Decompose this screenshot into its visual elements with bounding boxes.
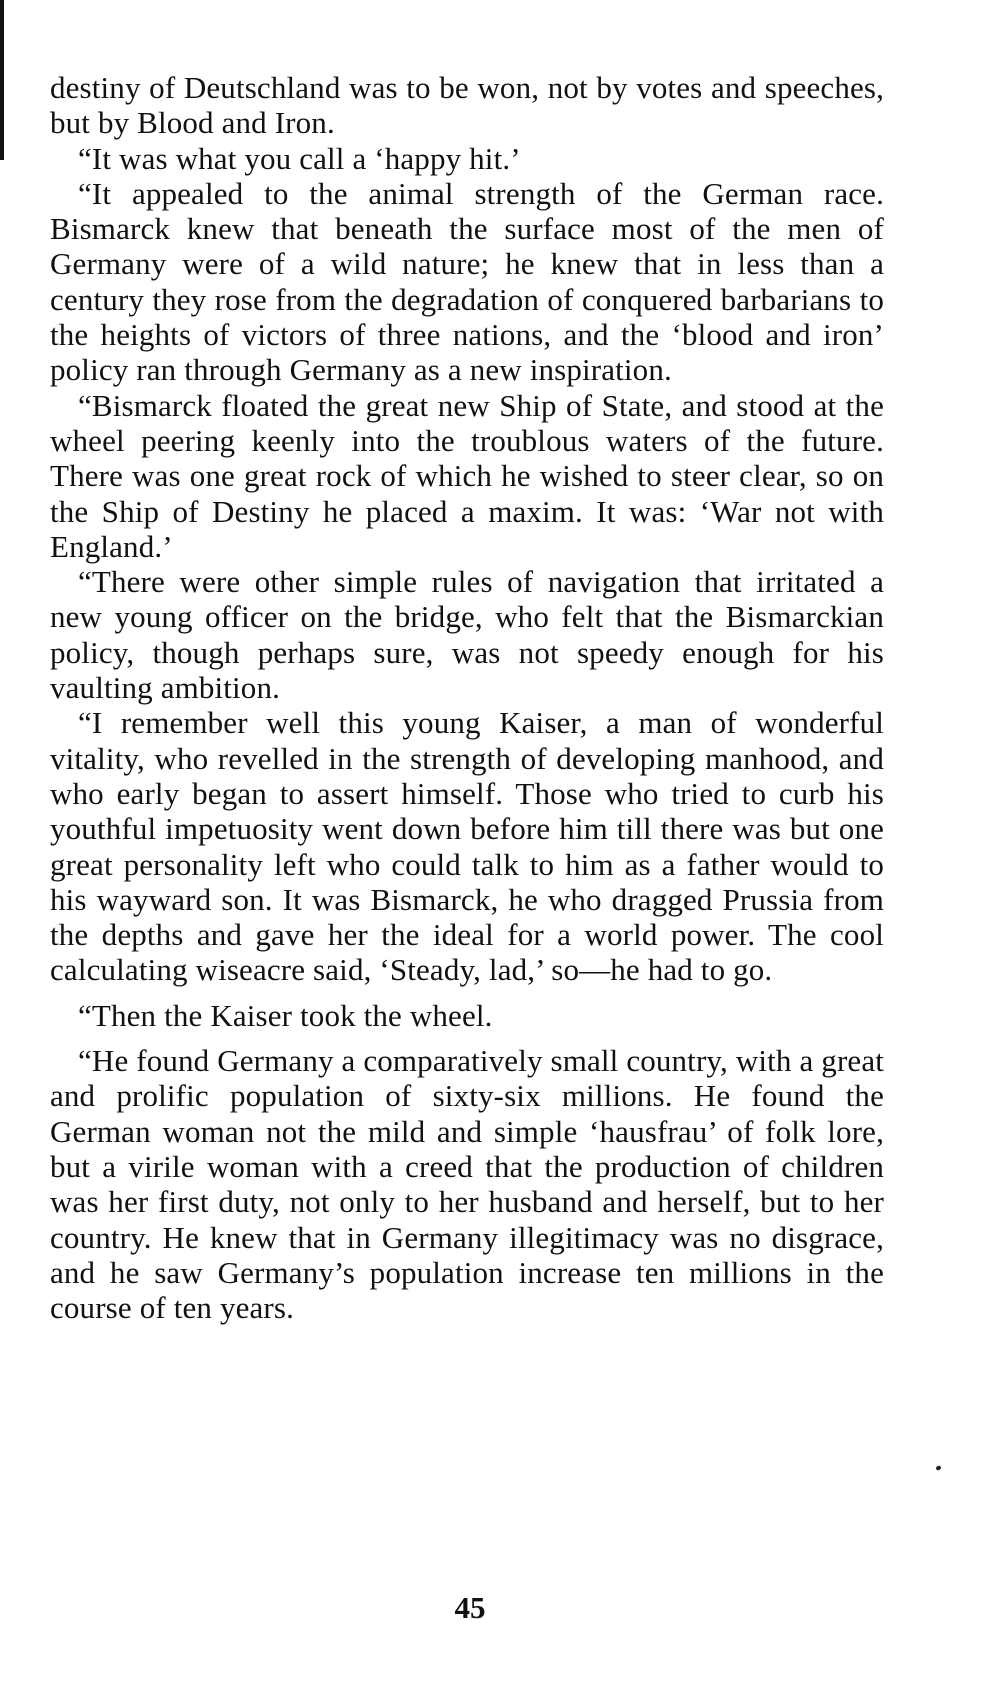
paragraph-kaiser-wheel: “Then the Kaiser took the wheel. [78, 997, 493, 1033]
body-text [50, 70, 884, 1325]
paragraph-animal-strength: “It appealed to the animal strength of the German race. Bismarck knew that beneath the surface most of the men of Germany were of a wild nature; he knew that in less than a century they rose from the degradation of conquered barbarians to the heights of victors of three nations, and the ‘blood and iron’ policy ran through Germany as a new inspiration. [50, 175, 884, 388]
paragraph-navigation-rules: “There were other simple rules of navigation that irritated a new young officer on the bridge, who felt that the Bismarckian policy, though perhaps sure, was not speedy enough for his vaulting ambition. [50, 564, 884, 706]
paragraph-german-population: “He found Germany a comparatively small country, with a great and prolific population of sixty-six millions. He found the German woman not the mild and simple ‘hausfrau’ of folk lore, but a virile woman with a creed that the production of children was her first duty, not only to her husband and herself, but to her country. He knew that in Germany illegitimacy was no disgrace, and he saw Germany’s population increase ten millions in the course of ten years. [50, 1043, 884, 1326]
paragraph-happy-hit: “It was what you call a ‘happy hit.’ [78, 140, 521, 176]
ink-speck [935, 1465, 941, 1471]
page-edge-mark [0, 0, 4, 160]
page-number: 45 [454, 1590, 486, 1625]
paragraph-young-kaiser: “I remember well this young Kaiser, a man of wonderful vitality, who revelled in the strength of developing manhood, and who early began to assert himself. Those who tried to curb his youthful impetuosity went down before him till there was but one great personality left who could talk to him as a father would to his wayward son. It was Bismarck, he who dragged Prussia from the depths and gave her the ideal for a world power. The cool calculating wiseacre said, ‘Steady, lad,’ so—he had to go. [50, 705, 884, 988]
paragraph-ship-of-state: “Bismarck floated the great new Ship of State, and stood at the wheel peering keenly into the troublous waters of the future. There was one great rock of which he wished to steer clear, so on the Ship of Destiny he placed a maxim. It was: ‘War not with England.’ [50, 387, 884, 564]
paragraph-continuation: destiny of Deutschland was to be won, not by votes and speeches, but by Blood and Iron. [50, 70, 884, 141]
